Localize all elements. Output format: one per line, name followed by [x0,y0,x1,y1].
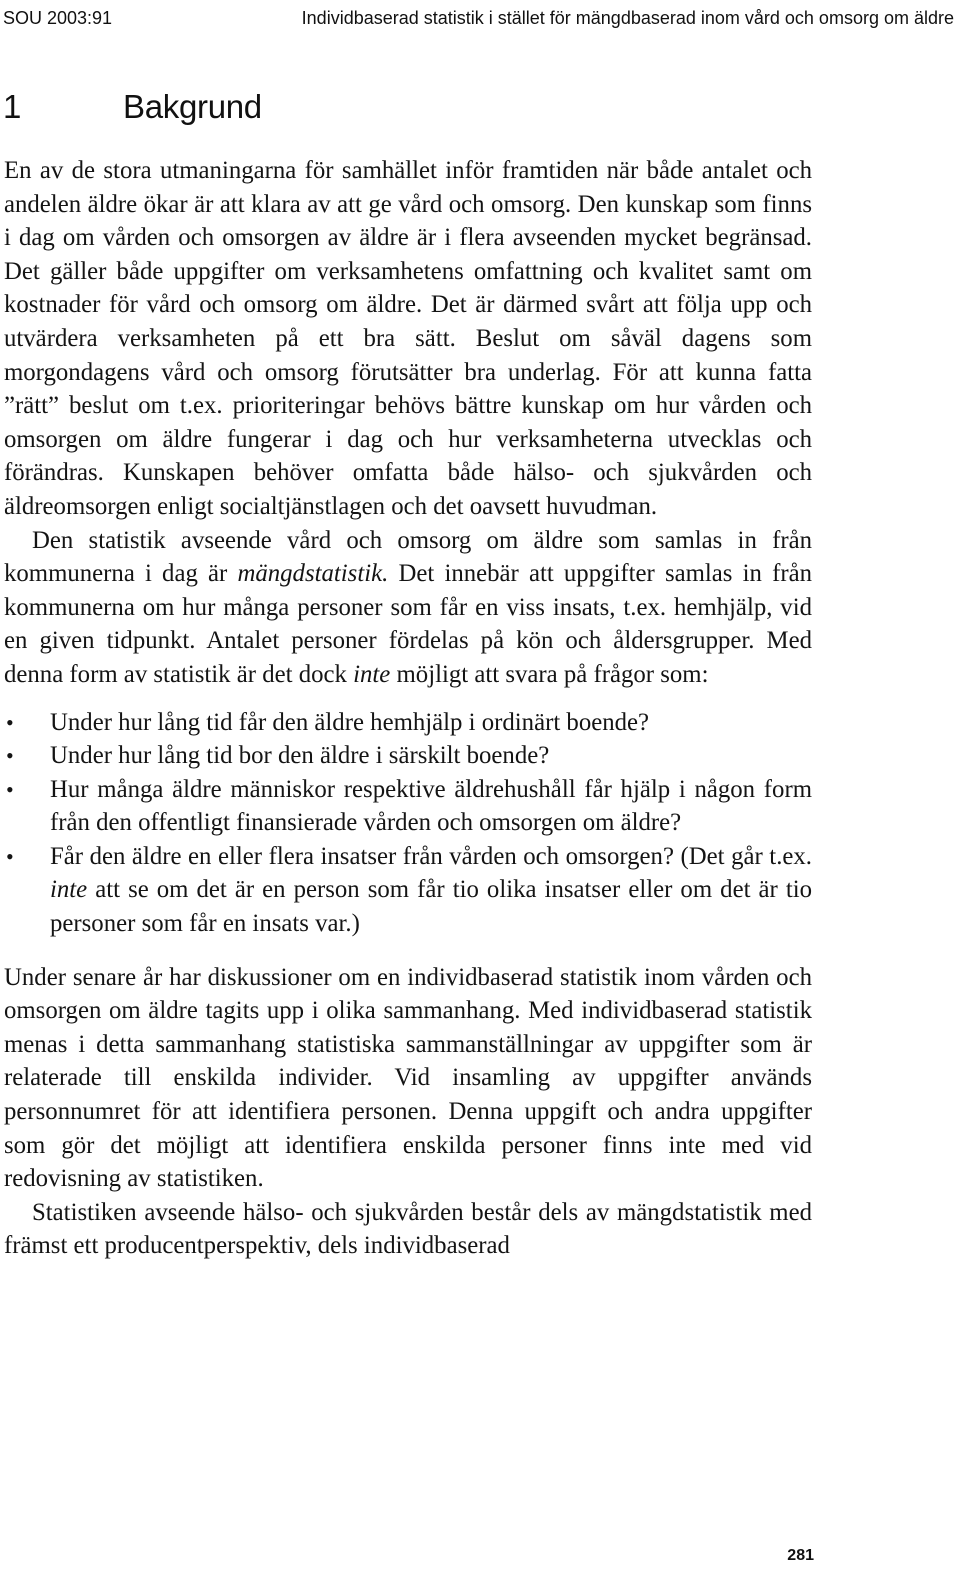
section-title: Bakgrund [123,88,262,125]
running-header [0,8,960,32]
paragraph-individual: Under senare år har diskussioner om en individbaserad statistik inom vården och omsorgen om äldre tagits upp i olika sammanhang. Med individbaserad statistik menas i detta sammanhang statistiska sammanställningar av uppgifter som är relaterade till enskilda individer. Vid insamling av uppgifter används personnumret för att identifiera personen. Denna uppgift och andra uppgifter som gör det möjligt att identifiera enskilda personer finns inte med vid redovisning av statistiken. [4,963,812,1193]
report-id: SOU 2003:91 [3,8,113,28]
emphasis-inte: inte [353,660,391,688]
emphasis-inte: inte [50,876,88,904]
paragraph-intro: En av de stora utmaningarna för samhället inför framtiden när både antalet och andelen äldre ökar är att klara av att ge vård och omsorg. Den kunskap som finns i dag om vården och omsorgen av äldre är i flera avseenden mycket begränsad. Det gäller både uppgifter om verksamhetens omfattning och kvalitet samt om kostnader för vård och omsorg om äldre. Det är därmed svårt att följa upp och utvärdera verksamheten på ett bra sätt. Beslut om såväl dagens som morgondagens vård och omsorg förutsätter bra underlag. För att kunna fatta ”rätt” beslut om t.ex. prioriteringar behövs bättre kunskap om hur vården och omsorgen om äldre fungerar i dag och hur verksamheterna utvecklas och förändras. Kunskapen behöver omfatta både hälso- och sjukvården och äldreomsorgen enligt socialtjänstlagen och det oavsett huvudman. [4,157,812,520]
bullet-icon: • [6,843,14,869]
bullet-icon: • [6,743,14,769]
question-list [4,706,812,941]
list-item: • Under hur lång tid bor den äldre i särskilt boende? [4,739,812,773]
list-item: • Hur många äldre människor respektive äldrehushåll får hjälp i någon form från den offentligt finansierade vården och omsorgen om äldre? [4,773,812,840]
emphasis-mangdstatistik: mängdstatistik. [237,560,389,588]
bullet-icon: • [6,776,14,802]
section-heading [3,88,262,126]
list-item: • Får den äldre en eller flera insatser från vården och omsorgen? (Det går t.ex. inte att se om det är en person som får tio olika insatser eller om det är tio personer som får en insats var.) [4,840,812,941]
bullet-icon: • [6,709,14,735]
list-item: • Under hur lång tid får den äldre hemhjälp i ordinärt boende? [4,706,812,740]
paragraph-statistics: Den statistik avseende vård och omsorg om äldre som samlas in från kommunerna i dag är mängdstatistik. Det innebär att uppgifter samlas in från kommunerna om hur många personer som får en viss insats, t.ex. hemhjälp, vid en given tidpunkt. Antalet personer fördelas på kön och åldersgrupper. Med denna form av statistik är det dock inte möjligt att svara på frågor som: [4,526,812,688]
page-number: 281 [787,1547,814,1564]
section-number: 1 [3,88,22,125]
running-title: Individbaserad statistik i stället för mängdbaserad inom vård och omsorg om äldre [301,8,954,28]
paragraph-health-care: Statistiken avseende hälso- och sjukvården består dels av mängdstatistik med främst ett producentperspektiv, dels individbaserad [4,1198,812,1260]
body-text [4,154,812,1263]
